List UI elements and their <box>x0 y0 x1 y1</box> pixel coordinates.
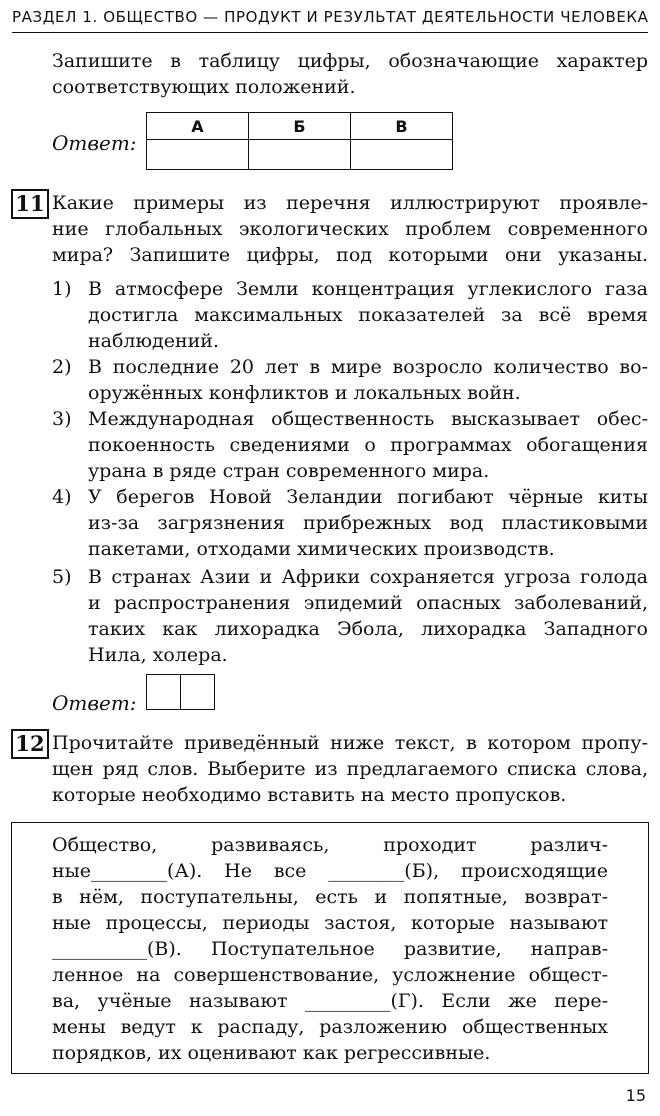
list-item <box>52 354 648 406</box>
list-item <box>52 276 648 354</box>
answer-cell-b[interactable] <box>249 140 351 170</box>
answer-header-b: Б <box>249 113 351 140</box>
gap-text-line: ные________(А). Не все ________(Б), происходящие <box>52 860 608 882</box>
item-line: В последние 20 лет в мире возросло количество во- <box>88 356 648 378</box>
list-item <box>52 406 648 484</box>
question-line: мира? Запишите цифры, под которыми они указаны. <box>52 244 648 266</box>
answer-header-a: А <box>147 113 249 140</box>
question-line: Какие примеры из перечня иллюстрируют проявле- <box>52 192 648 214</box>
gap-text <box>52 832 608 1066</box>
item-line: оружённых конфликтов и локальных войн. <box>88 382 521 404</box>
item-line: урана в ряде стран современного мира. <box>88 460 490 482</box>
intro-paragraph <box>52 48 648 100</box>
item-line: В атмосфере Земли концентрация углекислого газа <box>88 278 648 300</box>
question-12-text <box>52 730 648 808</box>
answer-label: Ответ: <box>52 131 137 155</box>
gap-text-line: ва, учёные называют _________(Г). Если же пере- <box>52 990 608 1012</box>
gap-text-line: мены ведут к распаду, разложению общественных <box>52 1016 608 1038</box>
item-number: 2) <box>52 356 72 378</box>
question-line: Прочитайте приведённый ниже текст, в котором пропу- <box>52 732 648 754</box>
gap-text-line: ленное на совершенствование, усложнение общест- <box>52 964 608 986</box>
intro-line: Запишите в таблицу цифры, обозначающие характер <box>52 50 648 72</box>
answer-box[interactable] <box>181 675 215 710</box>
question-line: щен ряд слов. Выберите из предлагаемого списка слова, <box>52 758 648 780</box>
item-line: У берегов Новой Зеландии погибают чёрные киты <box>88 486 648 508</box>
answer-cell-c[interactable] <box>351 140 453 170</box>
item-line: В странах Азии и Африки сохраняется угроза голода <box>88 566 648 588</box>
answer-label: Ответ: <box>52 691 137 715</box>
question-line: ние глобальных экологических проблем современного <box>52 218 648 240</box>
item-number: 5) <box>52 566 72 588</box>
item-line: наблюдений. <box>88 330 220 352</box>
answer-cell-a[interactable] <box>147 140 249 170</box>
answer-header-c: В <box>351 113 453 140</box>
item-line: достигла максимальных показателей за всё время <box>88 304 648 326</box>
running-header: РАЗДЕЛ 1. ОБЩЕСТВО — ПРОДУКТ И РЕЗУЛЬТАТ ДЕЯТЕЛЬНОСТИ ЧЕЛОВЕКА <box>12 8 649 26</box>
question-number-11: 11 <box>11 189 49 219</box>
answer-boxes <box>146 674 215 710</box>
question-line: которые необходимо вставить на место пропусков. <box>52 784 567 806</box>
answer-table <box>146 112 453 170</box>
item-number: 3) <box>52 408 72 430</box>
item-line: покоенность сведениями о программах обогащения <box>88 434 648 456</box>
gap-text-line: ные процессы, периоды застоя, которые называют <box>52 912 608 934</box>
gap-text-line: порядков, их оценивают как регрессивные. <box>52 1042 491 1064</box>
item-line: из-за загрязнения прибрежных вод пластиковыми <box>88 512 648 534</box>
list-item <box>52 484 648 562</box>
item-number: 1) <box>52 278 72 300</box>
item-line: таких как лихорадка Эбола, лихорадка Западного <box>88 618 648 640</box>
item-line: пакетами, отходами химических производств. <box>88 538 555 560</box>
question-11-text <box>52 190 648 268</box>
item-line: Международная общественность высказывает обес- <box>88 408 648 430</box>
gap-text-line: Общество, развиваясь, проходит различ- <box>52 834 608 856</box>
item-line: Нила, холера. <box>88 644 228 666</box>
answer-box[interactable] <box>147 675 181 710</box>
question-number-12: 12 <box>11 729 49 759</box>
intro-line: соответствующих положений. <box>52 76 356 98</box>
page-number: 15 <box>625 1086 646 1105</box>
item-line: и распространения эпидемий опасных заболеваний, <box>88 592 648 614</box>
item-number: 4) <box>52 486 72 508</box>
header-rule <box>12 32 648 33</box>
gap-text-line: __________(В). Поступательное развитие, направ- <box>52 938 608 960</box>
list-item <box>52 564 648 668</box>
gap-text-line: в нём, поступательны, есть и попятные, возврат- <box>52 886 608 908</box>
